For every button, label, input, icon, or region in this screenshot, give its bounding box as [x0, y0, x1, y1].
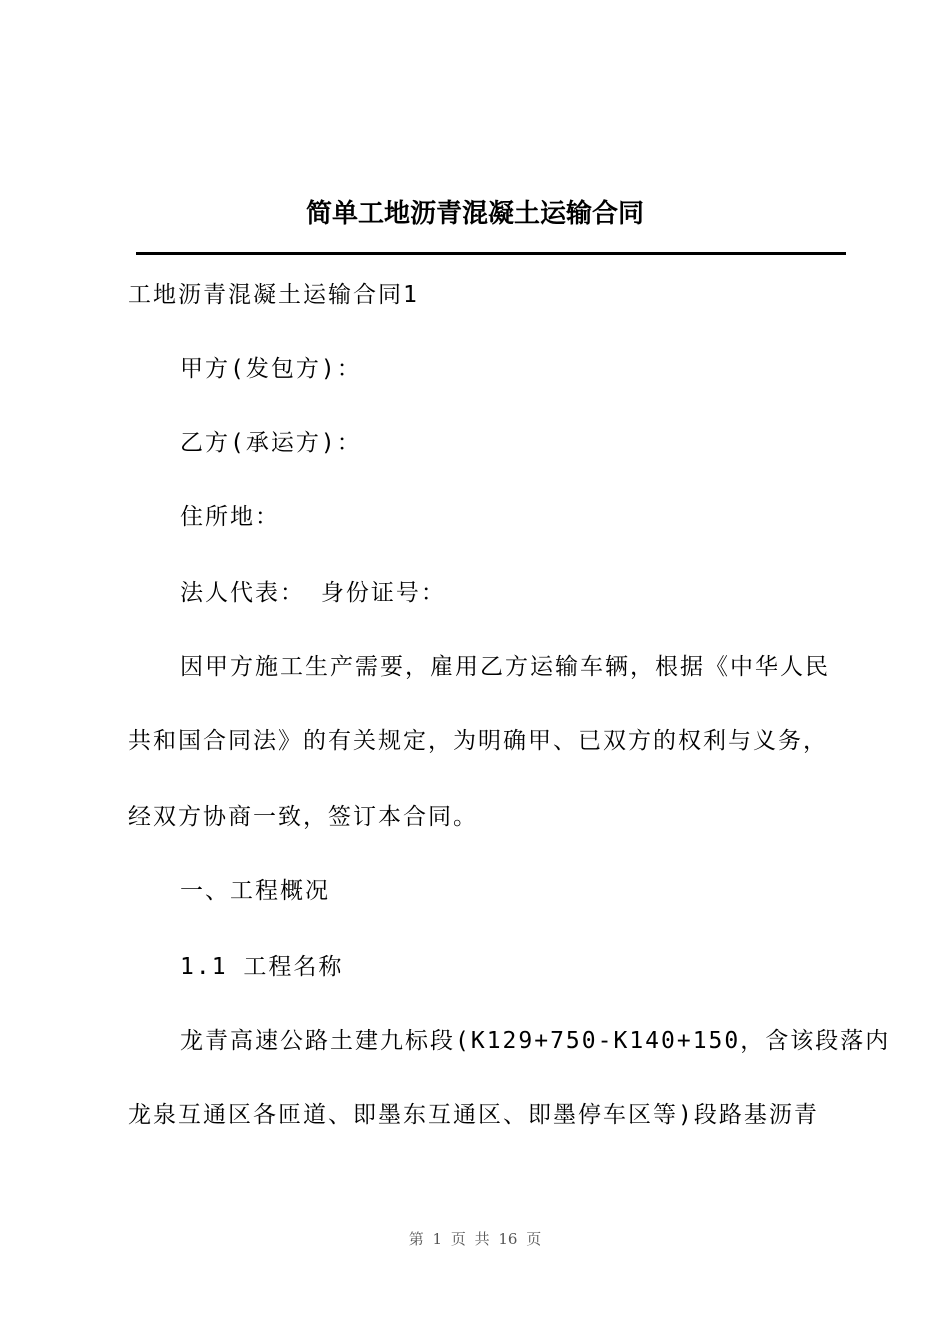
address-field: 住所地：: [180, 504, 280, 530]
paragraph-line: 因甲方施工生产需要，雇用乙方运输车辆，根据《中华人民: [180, 654, 830, 680]
contract-heading: 工地沥青混凝土运输合同1: [128, 282, 419, 308]
party-b-field: 乙方(承运方)：: [180, 430, 362, 456]
party-a-field: 甲方(发包方)：: [180, 356, 362, 382]
paragraph-line: 经双方协商一致，签订本合同。: [128, 804, 478, 830]
page-number-footer: 第 1 页 共 16 页: [408, 1230, 542, 1248]
subsection-heading: 1.1 工程名称: [180, 954, 344, 980]
paragraph-line: 龙青高速公路土建九标段(K129+750-K140+150，含该段落内: [180, 1028, 891, 1054]
document-title: 简单工地沥青混凝土运输合同: [305, 199, 644, 229]
paragraph-line: 龙泉互通区各匝道、即墨东互通区、即墨停车区等)段路基沥青: [128, 1102, 819, 1128]
paragraph-line: 共和国合同法》的有关规定，为明确甲、已双方的权利与义务，: [128, 728, 828, 754]
title-divider: [136, 252, 846, 255]
section-heading: 一、工程概况: [180, 878, 330, 904]
legal-rep-field: 法人代表： 身份证号：: [180, 580, 446, 606]
